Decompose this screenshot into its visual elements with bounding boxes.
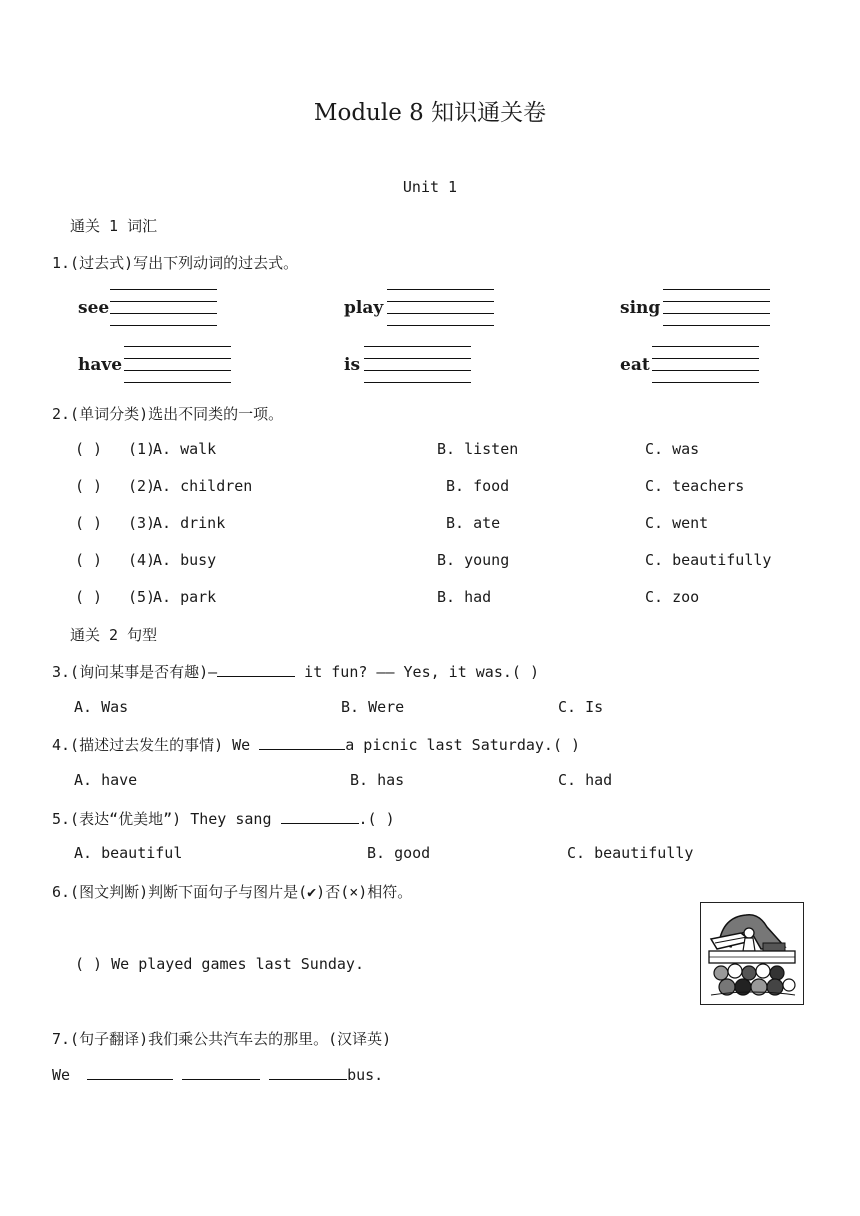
answer-line[interactable] <box>663 289 770 290</box>
answer-line[interactable] <box>110 289 217 290</box>
answer-line[interactable] <box>652 382 759 383</box>
answer-line[interactable] <box>124 346 231 347</box>
option-a[interactable]: A. busy <box>153 551 217 569</box>
option-a[interactable]: A. drink <box>153 514 226 532</box>
answer-parentheses[interactable]: ( ) <box>75 477 103 495</box>
question-3-prefix: 3.(询问某事是否有趣)— <box>52 663 218 681</box>
answer-line[interactable] <box>364 370 471 371</box>
answer-line[interactable] <box>110 313 217 314</box>
fill-blank[interactable] <box>217 662 295 677</box>
answer-line[interactable] <box>387 325 494 326</box>
question-7-answer <box>52 1065 383 1084</box>
option-a[interactable]: A. park <box>153 588 217 606</box>
answer-line[interactable] <box>124 382 231 383</box>
question-7-prompt: 7.(句子翻译)我们乘公共汽车去的那里。(汉译英) <box>52 1030 392 1048</box>
section-heading-sentences: 通关 2 句型 <box>70 626 158 644</box>
option-c[interactable]: C. Is <box>558 698 604 716</box>
fill-blank[interactable] <box>259 735 345 750</box>
unit-heading: Unit 1 <box>402 178 458 196</box>
verb-eat: eat <box>620 355 650 375</box>
question-4-suffix: a picnic last Saturday.( ) <box>345 736 581 754</box>
verb-have: have <box>78 355 123 375</box>
question-6-picture <box>700 902 804 1005</box>
option-c[interactable]: C. zoo <box>645 588 700 606</box>
answer-line[interactable] <box>663 325 770 326</box>
option-a[interactable]: A. Was <box>74 698 129 716</box>
verb-is: is <box>344 355 361 375</box>
fill-blank[interactable] <box>87 1065 173 1080</box>
answer-line[interactable] <box>364 358 471 359</box>
answer-parentheses[interactable]: ( ) <box>75 440 103 458</box>
question-4 <box>52 734 580 755</box>
fill-blank[interactable] <box>269 1065 347 1080</box>
option-b[interactable]: B. ate <box>446 514 501 532</box>
answer-line[interactable] <box>652 370 759 371</box>
option-c[interactable]: C. was <box>645 440 700 458</box>
answer-parentheses[interactable]: ( ) <box>75 551 103 569</box>
question-3-suffix: it fun? —— Yes, it was.( ) <box>295 663 539 681</box>
option-b[interactable]: B. food <box>446 477 510 495</box>
answer-line[interactable] <box>110 325 217 326</box>
option-a[interactable]: A. children <box>153 477 253 495</box>
option-a[interactable]: A. walk <box>153 440 217 458</box>
question-7-suffix: bus. <box>347 1066 384 1084</box>
question-7-prefix: We <box>52 1066 80 1084</box>
option-b[interactable]: B. good <box>367 844 431 862</box>
answer-parentheses[interactable]: ( ) <box>75 588 103 606</box>
answer-line[interactable] <box>663 313 770 314</box>
option-b[interactable]: B. Were <box>341 698 405 716</box>
question-4-prefix: 4.(描述过去发生的事情) We <box>52 736 260 754</box>
answer-line[interactable] <box>663 301 770 302</box>
answer-line[interactable] <box>110 301 217 302</box>
option-b[interactable]: B. listen <box>437 440 519 458</box>
answer-line[interactable] <box>652 346 759 347</box>
option-b[interactable]: B. young <box>437 551 510 569</box>
question-2-prompt: 2.(单词分类)选出不同类的一项。 <box>52 405 284 423</box>
question-5-suffix: .( ) <box>358 810 395 828</box>
option-a[interactable]: A. beautiful <box>74 844 183 862</box>
option-c[interactable]: C. teachers <box>645 477 745 495</box>
answer-parentheses[interactable]: ( ) <box>75 514 103 532</box>
option-c[interactable]: C. beautifully <box>645 551 772 569</box>
verb-see: see <box>78 298 110 318</box>
answer-line[interactable] <box>124 370 231 371</box>
item-number: (4) <box>128 551 156 569</box>
item-number: (5) <box>128 588 156 606</box>
question-6-sentence[interactable]: ( ) We played games last Sunday. <box>75 955 364 973</box>
option-b[interactable]: B. had <box>437 588 492 606</box>
people-watching-piano-illustration <box>701 903 802 1003</box>
answer-line[interactable] <box>364 346 471 347</box>
item-number: (2) <box>128 477 156 495</box>
option-c[interactable]: C. beautifully <box>567 844 694 862</box>
fill-blank[interactable] <box>182 1065 260 1080</box>
question-5 <box>52 808 395 829</box>
option-b[interactable]: B. has <box>350 771 405 789</box>
question-3 <box>52 661 539 682</box>
answer-line[interactable] <box>387 301 494 302</box>
answer-line[interactable] <box>364 382 471 383</box>
answer-line[interactable] <box>124 358 231 359</box>
page-title: Module 8 知识通关卷 <box>313 100 547 126</box>
question-6-prompt: 6.(图文判断)判断下面句子与图片是(✔)否(×)相符。 <box>52 883 413 901</box>
fill-blank[interactable] <box>281 809 359 824</box>
item-number: (1) <box>128 440 156 458</box>
answer-line[interactable] <box>387 289 494 290</box>
section-heading-vocab: 通关 1 词汇 <box>70 217 158 235</box>
option-c[interactable]: C. had <box>558 771 613 789</box>
item-number: (3) <box>128 514 156 532</box>
verb-play: play <box>344 298 384 318</box>
answer-line[interactable] <box>652 358 759 359</box>
option-a[interactable]: A. have <box>74 771 138 789</box>
option-c[interactable]: C. went <box>645 514 709 532</box>
answer-line[interactable] <box>387 313 494 314</box>
question-5-prefix: 5.(表达“优美地”) They sang <box>52 810 281 828</box>
verb-sing: sing <box>620 298 661 318</box>
question-1-prompt: 1.(过去式)写出下列动词的过去式。 <box>52 254 299 272</box>
